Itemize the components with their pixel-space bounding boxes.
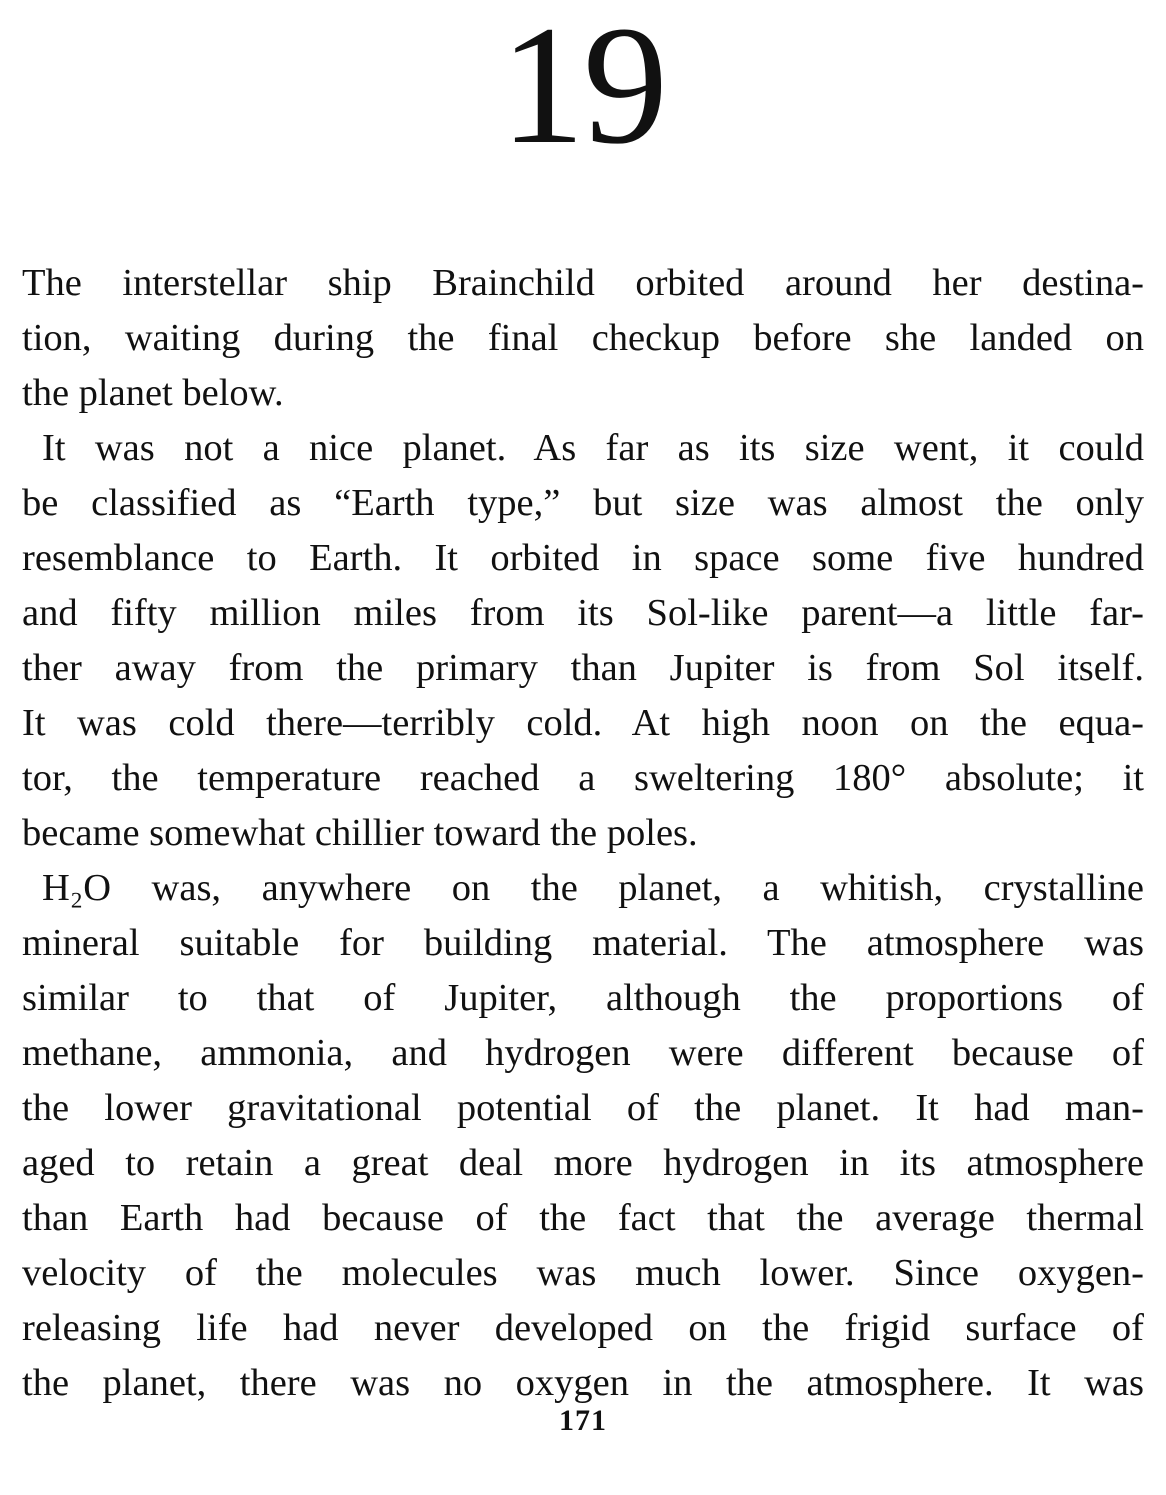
text-line: releasing life had never developed on the frigid surface of (22, 1307, 1144, 1349)
text-line: the lower gravitational potential of the planet. It had man- (22, 1087, 1144, 1129)
text-line: be classified as “Earth type,” but size was almost the only (22, 482, 1144, 524)
text-line: The interstellar ship Brainchild orbited around her destina- (22, 262, 1144, 304)
text-line: It was cold there—terribly cold. At high noon on the equa- (22, 702, 1144, 744)
text-line: tor, the temperature reached a sweltering 180° absolute; it (22, 757, 1144, 799)
text-line: tion, waiting during the final checkup before she landed on (22, 317, 1144, 359)
text-line: resemblance to Earth. It orbited in space some five hundred (22, 537, 1144, 579)
text-line: the planet below. (22, 372, 284, 414)
text-line: than Earth had because of the fact that the average thermal (22, 1197, 1144, 1239)
text-line: similar to that of Jupiter, although the proportions of (22, 977, 1144, 1019)
text-line: and fifty million miles from its Sol-like parent—a little far- (22, 592, 1144, 634)
text-line: ther away from the primary than Jupiter is from Sol itself. (22, 647, 1144, 689)
text-line: H₂O was, anywhere on the planet, a whitish, crystalline (42, 867, 1144, 909)
text-line: methane, ammonia, and hydrogen were different because of (22, 1032, 1144, 1074)
body-text (22, 256, 1144, 1411)
text-line: became somewhat chillier toward the poles. (22, 812, 698, 854)
text-line: It was not a nice planet. As far as its size went, it could (42, 427, 1144, 469)
page-number: 171 (559, 1404, 607, 1437)
text-line: aged to retain a great deal more hydrogen in its atmosphere (22, 1142, 1144, 1184)
chapter-number: 19 (500, 0, 666, 179)
text-line: velocity of the molecules was much lower. Since oxygen- (22, 1252, 1144, 1294)
text-line: the planet, there was no oxygen in the atmosphere. It was (22, 1362, 1144, 1404)
text-line: mineral suitable for building material. The atmosphere was (22, 922, 1144, 964)
